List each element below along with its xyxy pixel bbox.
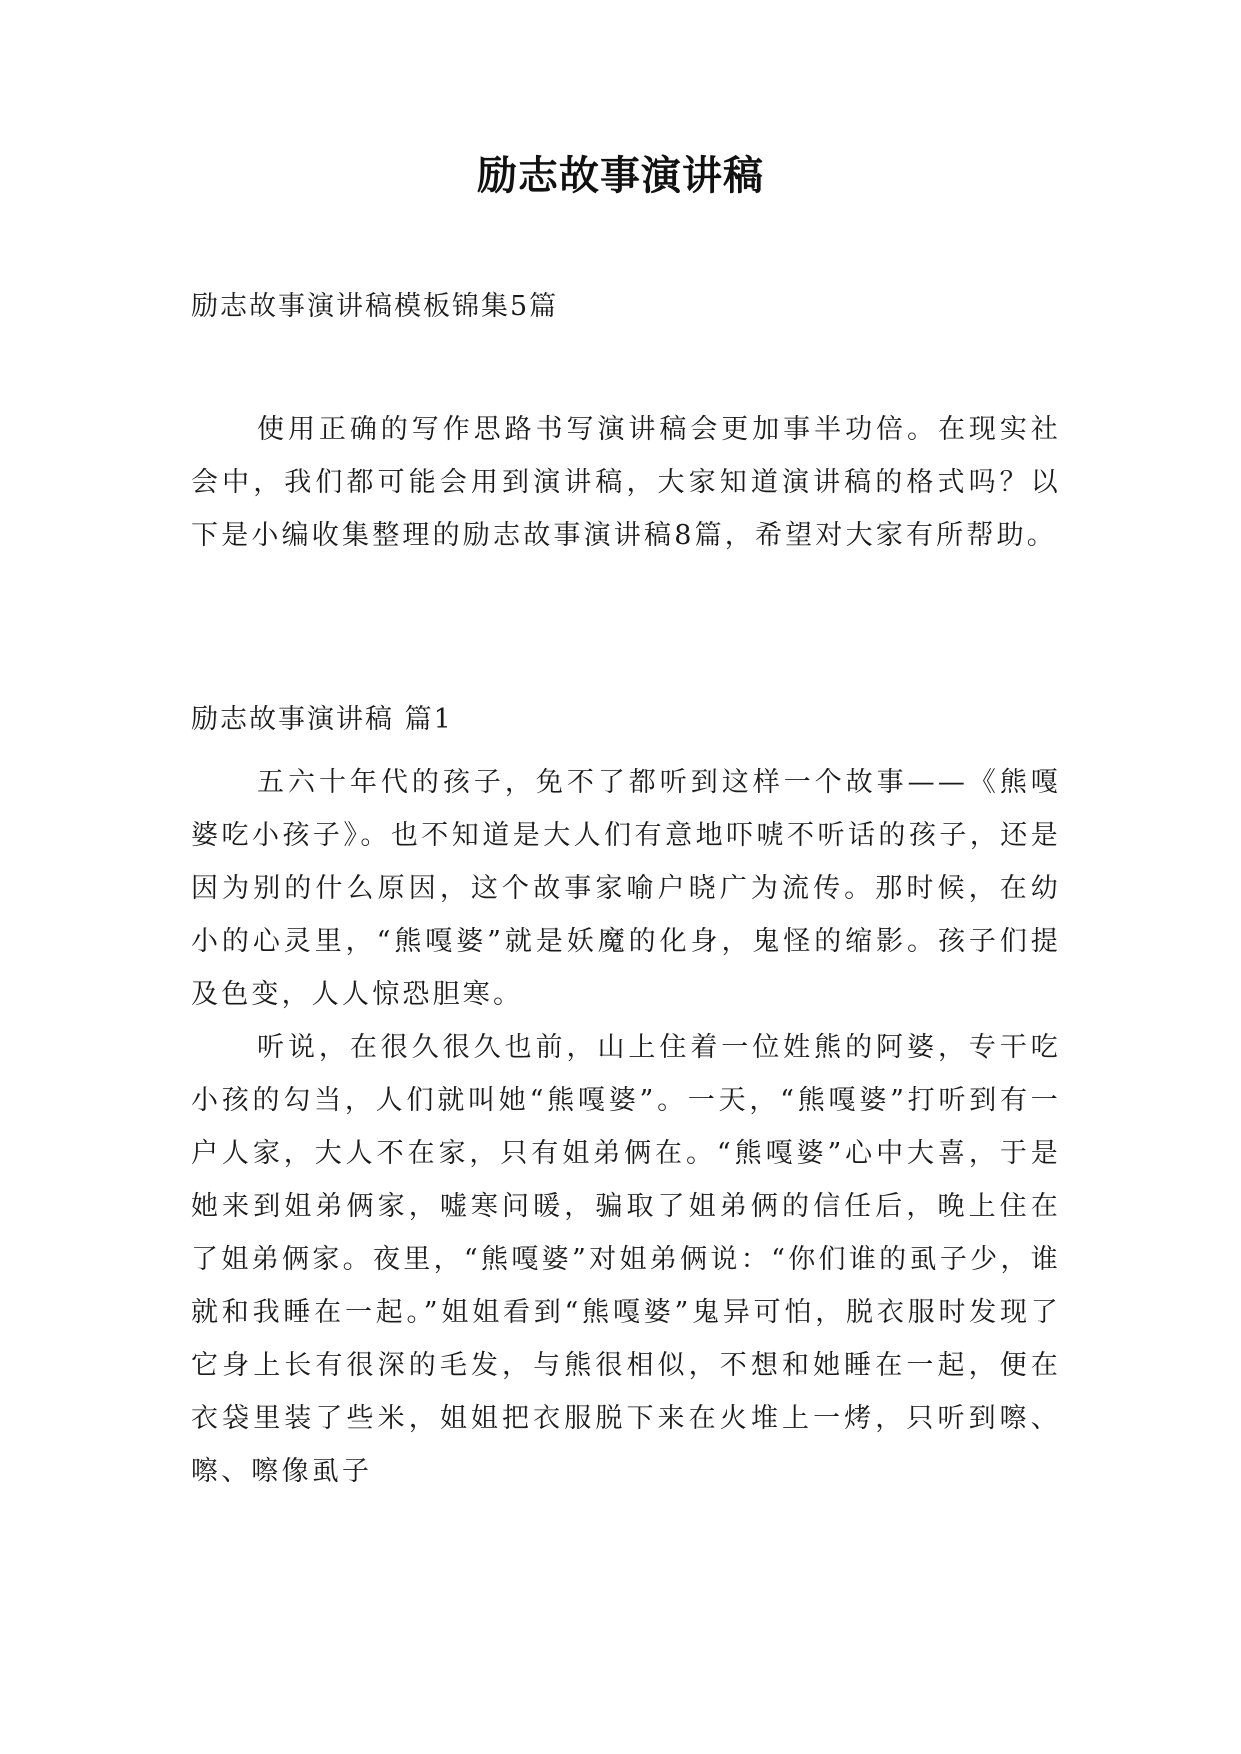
body-paragraph: 听说，在很久很久也前，山上住着一位姓熊的阿婆，专干吃小孩的勾当，人们就叫她“熊嘎婆”。一天，“熊嘎婆”打听到有一户人家，大人不在家，只有姐弟俩在。“熊嘎婆”心中大喜，于是她来到姐弟俩家，嘘寒问暖，骗取了姐弟俩的信任后，晚上住在了姐弟俩家。夜里，“熊嘎婆”对姐弟俩说：“你们谁的虱子少，谁就和我睡在一起。”姐姐看到“熊嘎婆”鬼异可怕，脱衣服时发现了它身上长有很深的毛发，与熊很相似，不想和她睡在一起，便在衣袋里装了些米，姐姐把衣服脱下来在火堆上一烤，只听到嚓、嚓、嚓像虱子 bbox=[191, 1032, 1061, 1487]
document-title: 励志故事演讲稿 bbox=[477, 153, 764, 199]
body-paragraph: 五六十年代的孩子，免不了都听到这样一个故事——《熊嘎婆吃小孩子》。也不知道是大人们有意地吓唬不听话的孩子，还是因为别的什么原因，这个故事家喻户晓广为流传。那时候，在幼小的心灵里，“熊嘎婆”就是妖魔的化身，鬼怪的缩影。孩子们提及色变，人人惊恐胆寒。 bbox=[191, 767, 1061, 1010]
section-heading: 励志故事演讲稿 篇1 bbox=[191, 704, 453, 735]
intro-paragraph: 使用正确的写作思路书写演讲稿会更加事半功倍。在现实社会中，我们都可能会用到演讲稿，大家知道演讲稿的格式吗？以下是小编收集整理的励志故事演讲稿8篇，希望对大家有所帮助。 bbox=[191, 414, 1061, 551]
document-subtitle: 励志故事演讲稿模板锦集5篇 bbox=[191, 291, 559, 322]
